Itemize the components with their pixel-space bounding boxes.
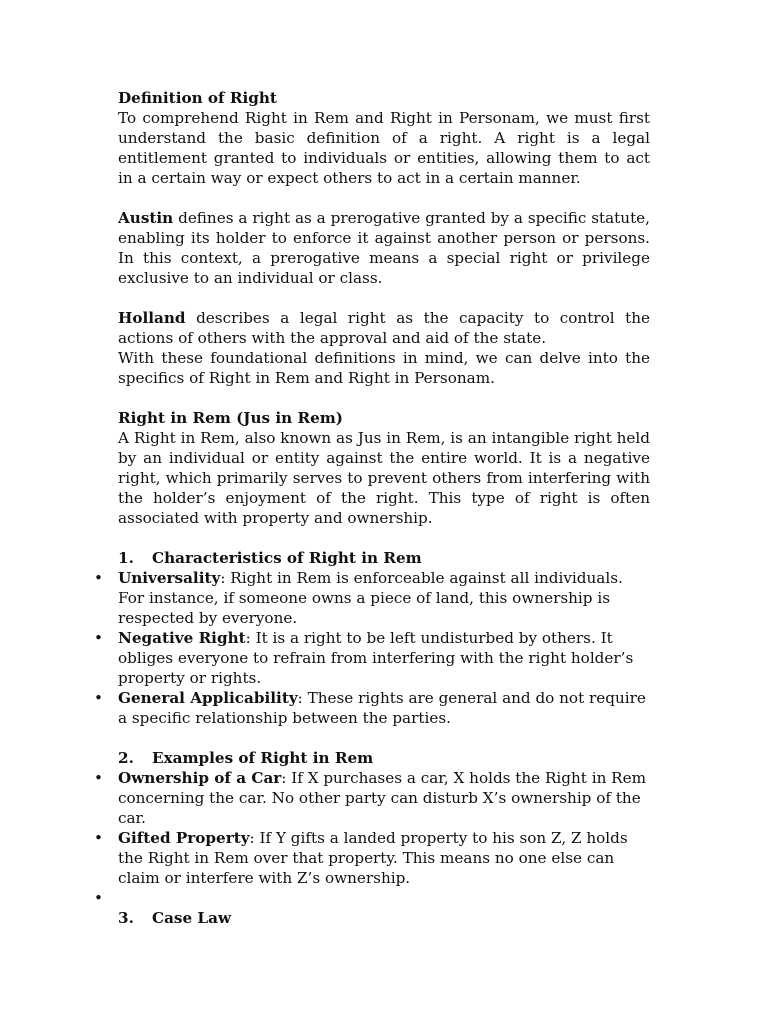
examples-list: [94, 768, 650, 908]
section-heading-characteristics: [118, 548, 650, 568]
spacer: [118, 528, 650, 548]
bullet-icon: •: [94, 569, 103, 587]
list-item: [94, 828, 650, 888]
holland-text: describes a legal right as the capacity to control the actions of others with the approval and aid of the state.: [118, 309, 650, 347]
holland-name: Holland: [118, 309, 186, 327]
bullet-icon: •: [94, 889, 103, 907]
section-heading-case-law: [118, 908, 650, 928]
bullet-icon: •: [94, 629, 103, 647]
list-item-text: : Right in Rem is enforceable against all individuals. For instance, if someone owns a piece of land, this ownership is respected by everyone.: [118, 569, 623, 627]
list-item-term: Negative Right: [118, 629, 246, 647]
austin-text: defines a right as a prerogative granted by a specific statute, enabling its holder to enforce it against another person or persons. In this context, a prerogative means a special right or privilege exclusive to an individual or class.: [118, 209, 650, 287]
document-page: [94, 88, 650, 928]
list-item: [94, 568, 650, 628]
section-number: 2.: [118, 749, 134, 767]
rem-paragraph: A Right in Rem, also known as Jus in Rem, is an intangible right held by an individual or entity against the entire world. It is a negative right, which primarily serves to prevent others from interfering with the holder’s enjoyment of the right. This type of right is often associated with property and ownership.: [118, 429, 650, 527]
list-item-empty: [94, 888, 650, 908]
list-item-term: Gifted Property: [118, 829, 250, 847]
spacer: [118, 188, 650, 208]
section-title: Characteristics of Right in Rem: [152, 549, 422, 567]
spacer: [118, 288, 650, 308]
definition-paragraph: To comprehend Right in Rem and Right in Personam, we must first understand the basic definition of a right. A right is a legal entitlement granted to individuals or entities, allowing them to act in a certain way or expect others to act in a certain manner.: [118, 109, 650, 187]
list-item-text: : These rights are general and do not require a specific relationship between the parties.: [118, 689, 646, 727]
list-item-term: Universality: [118, 569, 221, 587]
section-title: Examples of Right in Rem: [152, 749, 374, 767]
bullet-icon: •: [94, 769, 103, 787]
list-item-term: General Applicability: [118, 689, 298, 707]
list-item-text: : If X purchases a car, X holds the Right in Rem concerning the car. No other party can disturb X’s ownership of the car.: [118, 769, 647, 827]
section-number: 3.: [118, 909, 134, 927]
section-heading-examples: [118, 748, 650, 768]
section-number: 1.: [118, 549, 134, 567]
list-item-text: : If Y gifts a landed property to his son Z, Z holds the Right in Rem over that property. This means no one else can claim or interfere with Z’s ownership.: [118, 829, 628, 887]
rem-heading: Right in Rem (Jus in Rem): [118, 409, 343, 427]
bullet-icon: •: [94, 689, 103, 707]
austin-name: Austin: [118, 209, 174, 227]
spacer: [118, 388, 650, 408]
section-title: Case Law: [152, 909, 232, 927]
list-item: [94, 768, 650, 828]
bullet-icon: •: [94, 829, 103, 847]
holland-followup: With these foundational definitions in mind, we can delve into the specifics of Right in Rem and Right in Personam.: [118, 349, 650, 387]
list-item-text: : It is a right to be left undisturbed by others. It obliges everyone to refrain from interfering with the right holder’s property or rights.: [118, 629, 634, 687]
list-item: [94, 688, 650, 728]
definition-heading: Definition of Right: [118, 89, 277, 107]
list-item: [94, 628, 650, 688]
austin-paragraph: [118, 208, 650, 288]
spacer: [118, 728, 650, 748]
holland-paragraph: [118, 308, 650, 348]
list-item-term: Ownership of a Car: [118, 769, 282, 787]
characteristics-list: [94, 568, 650, 728]
